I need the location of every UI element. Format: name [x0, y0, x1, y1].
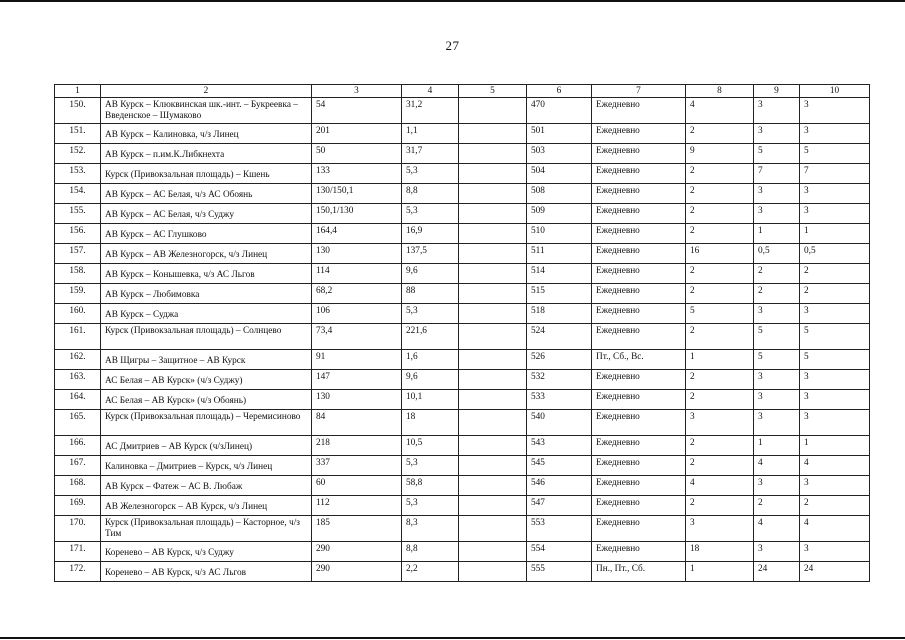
column-5-cell: [459, 436, 527, 456]
column-8-cell: 5: [686, 304, 754, 324]
table-row: [55, 562, 870, 582]
row-number-cell: 162.: [55, 350, 101, 370]
column-header: 9: [754, 85, 800, 98]
schedule-days-cell: Ежедневно: [592, 370, 686, 390]
route-name-cell: [101, 542, 312, 562]
column-4-cell: 10,1: [402, 390, 459, 410]
column-6-cell: 510: [527, 224, 592, 244]
column-4-cell: 18: [402, 410, 459, 436]
route-name-text: Калиновка – Дмитриев – Курск, ч/з Линец: [105, 462, 273, 473]
row-number-cell: 163.: [55, 370, 101, 390]
column-8-cell: 3: [686, 516, 754, 542]
column-8-cell: 2: [686, 436, 754, 456]
column-3-cell: 91: [312, 350, 402, 370]
column-3-cell: 133: [312, 164, 402, 184]
row-number-cell: 168.: [55, 476, 101, 496]
column-6-cell: 555: [527, 562, 592, 582]
schedule-days-cell: Пн., Пт., Сб.: [592, 562, 686, 582]
table-row: [55, 124, 870, 144]
route-name-text: АВ Курск – п.им.К.Либкнехта: [105, 150, 225, 161]
column-9-cell: 1: [754, 224, 800, 244]
row-number-cell: 170.: [55, 516, 101, 542]
schedule-days-cell: Ежедневно: [592, 244, 686, 264]
route-name-cell: [101, 350, 312, 370]
column-5-cell: [459, 496, 527, 516]
route-name-cell: [101, 204, 312, 224]
column-4-cell: 31,2: [402, 98, 459, 124]
schedule-days-cell: Ежедневно: [592, 144, 686, 164]
schedule-days-cell: Ежедневно: [592, 98, 686, 124]
column-10-cell: 3: [800, 542, 870, 562]
column-3-cell: 54: [312, 98, 402, 124]
route-name-text: АВ Курск – Клюквинская шк.-инт. – Букреевка – Введенское – Шумаково: [105, 100, 298, 121]
column-8-cell: 2: [686, 184, 754, 204]
schedule-days-cell: Ежедневно: [592, 304, 686, 324]
table-row: [55, 324, 870, 350]
column-5-cell: [459, 144, 527, 164]
column-5-cell: [459, 542, 527, 562]
column-4-cell: 8,3: [402, 516, 459, 542]
top-border-line: [0, 0, 905, 2]
column-4-cell: 5,3: [402, 304, 459, 324]
column-3-cell: 130: [312, 244, 402, 264]
table-header-row: [55, 85, 870, 98]
column-9-cell: 3: [754, 98, 800, 124]
route-name-text: АВ Курск – АС Белая, ч/з АС Обоянь: [105, 190, 253, 201]
schedule-days-cell: Ежедневно: [592, 476, 686, 496]
column-10-cell: 3: [800, 184, 870, 204]
route-name-cell: [101, 244, 312, 264]
route-name-text: АС Белая – АВ Курск» (ч/з Обоянь): [105, 396, 247, 407]
column-8-cell: 1: [686, 562, 754, 582]
column-9-cell: 3: [754, 184, 800, 204]
route-schedule-table: [54, 84, 870, 582]
column-10-cell: 5: [800, 144, 870, 164]
route-name-text: АВ Курск – Калиновка, ч/з Линец: [105, 130, 239, 141]
column-10-cell: 3: [800, 124, 870, 144]
table-row: [55, 476, 870, 496]
column-4-cell: 137,5: [402, 244, 459, 264]
route-name-text: Курск (Привокзальная площадь) – Касторное, ч/з Тим: [105, 518, 300, 539]
schedule-days-cell: Ежедневно: [592, 264, 686, 284]
route-name-text: АВ Щигры – Защитное – АВ Курск: [105, 356, 246, 367]
column-9-cell: 0,5: [754, 244, 800, 264]
column-6-cell: 543: [527, 436, 592, 456]
route-name-cell: [101, 224, 312, 244]
column-4-cell: 5,3: [402, 204, 459, 224]
column-5-cell: [459, 370, 527, 390]
route-name-text: АВ Курск – АС Белая, ч/з Суджу: [105, 210, 234, 221]
column-5-cell: [459, 476, 527, 496]
column-5-cell: [459, 324, 527, 350]
column-9-cell: 5: [754, 144, 800, 164]
row-number-cell: 154.: [55, 184, 101, 204]
column-3-cell: 218: [312, 436, 402, 456]
column-10-cell: 3: [800, 370, 870, 390]
schedule-days-cell: Ежедневно: [592, 184, 686, 204]
column-9-cell: 2: [754, 264, 800, 284]
column-6-cell: 524: [527, 324, 592, 350]
table-row: [55, 224, 870, 244]
column-5-cell: [459, 204, 527, 224]
row-number-cell: 153.: [55, 164, 101, 184]
table-row: [55, 410, 870, 436]
column-3-cell: 185: [312, 516, 402, 542]
column-8-cell: 2: [686, 124, 754, 144]
column-4-cell: 5,3: [402, 456, 459, 476]
row-number-cell: 159.: [55, 284, 101, 304]
column-8-cell: 2: [686, 164, 754, 184]
table-row: [55, 542, 870, 562]
column-8-cell: 2: [686, 204, 754, 224]
column-3-cell: 290: [312, 562, 402, 582]
column-6-cell: 553: [527, 516, 592, 542]
column-10-cell: 2: [800, 496, 870, 516]
table-row: [55, 390, 870, 410]
column-9-cell: 3: [754, 304, 800, 324]
column-5-cell: [459, 124, 527, 144]
column-6-cell: 508: [527, 184, 592, 204]
route-name-text: АВ Курск – Любимовка: [105, 290, 200, 301]
row-number-cell: 160.: [55, 304, 101, 324]
column-8-cell: 9: [686, 144, 754, 164]
column-4-cell: 9,6: [402, 370, 459, 390]
row-number-cell: 158.: [55, 264, 101, 284]
table-row: [55, 204, 870, 224]
column-8-cell: 1: [686, 350, 754, 370]
column-6-cell: 509: [527, 204, 592, 224]
column-3-cell: 337: [312, 456, 402, 476]
column-9-cell: 1: [754, 436, 800, 456]
column-8-cell: 2: [686, 390, 754, 410]
table-row: [55, 98, 870, 124]
column-4-cell: 1,1: [402, 124, 459, 144]
route-name-cell: [101, 496, 312, 516]
route-name-text: АВ Железногорск – АВ Курск, ч/з Линец: [105, 502, 268, 513]
column-header: 2: [101, 85, 312, 98]
column-4-cell: 8,8: [402, 542, 459, 562]
column-10-cell: 2: [800, 264, 870, 284]
column-6-cell: 515: [527, 284, 592, 304]
column-5-cell: [459, 562, 527, 582]
schedule-days-cell: Ежедневно: [592, 456, 686, 476]
column-header: 10: [800, 85, 870, 98]
column-8-cell: 3: [686, 410, 754, 436]
schedule-days-cell: Ежедневно: [592, 390, 686, 410]
column-6-cell: 518: [527, 304, 592, 324]
route-name-text: АВ Курск – АВ Железногорск, ч/з Линец: [105, 250, 268, 261]
route-name-cell: [101, 144, 312, 164]
route-name-cell: [101, 324, 312, 350]
column-3-cell: 68,2: [312, 284, 402, 304]
table-row: [55, 436, 870, 456]
column-6-cell: 547: [527, 496, 592, 516]
column-6-cell: 545: [527, 456, 592, 476]
route-name-cell: [101, 410, 312, 436]
column-6-cell: 554: [527, 542, 592, 562]
column-8-cell: 2: [686, 456, 754, 476]
column-5-cell: [459, 516, 527, 542]
column-6-cell: 470: [527, 98, 592, 124]
column-6-cell: 526: [527, 350, 592, 370]
row-number-cell: 156.: [55, 224, 101, 244]
table-row: [55, 244, 870, 264]
column-9-cell: 7: [754, 164, 800, 184]
column-4-cell: 5,3: [402, 164, 459, 184]
column-6-cell: 546: [527, 476, 592, 496]
column-5-cell: [459, 184, 527, 204]
route-name-text: АВ Курск – Фатеж – АС В. Любаж: [105, 482, 243, 493]
column-9-cell: 3: [754, 542, 800, 562]
column-3-cell: 290: [312, 542, 402, 562]
column-header: 6: [527, 85, 592, 98]
column-10-cell: 0,5: [800, 244, 870, 264]
column-6-cell: 503: [527, 144, 592, 164]
column-10-cell: 7: [800, 164, 870, 184]
column-header: 3: [312, 85, 402, 98]
schedule-days-cell: Ежедневно: [592, 436, 686, 456]
column-3-cell: 164,4: [312, 224, 402, 244]
column-8-cell: 2: [686, 284, 754, 304]
row-number-cell: 169.: [55, 496, 101, 516]
column-8-cell: 4: [686, 476, 754, 496]
column-4-cell: 1,6: [402, 350, 459, 370]
route-name-text: Курск (Привокзальная площадь) – Солнцево: [105, 326, 282, 337]
route-name-cell: [101, 562, 312, 582]
column-9-cell: 2: [754, 284, 800, 304]
route-name-cell: [101, 98, 312, 124]
route-name-cell: [101, 264, 312, 284]
column-5-cell: [459, 244, 527, 264]
column-5-cell: [459, 304, 527, 324]
column-9-cell: 3: [754, 410, 800, 436]
row-number-cell: 151.: [55, 124, 101, 144]
column-10-cell: 3: [800, 98, 870, 124]
column-4-cell: 88: [402, 284, 459, 304]
schedule-days-cell: Ежедневно: [592, 496, 686, 516]
column-4-cell: 8,8: [402, 184, 459, 204]
column-3-cell: 130/150,1: [312, 184, 402, 204]
route-name-cell: [101, 476, 312, 496]
route-name-cell: [101, 436, 312, 456]
bottom-border-line: [0, 637, 905, 639]
route-name-cell: [101, 456, 312, 476]
route-name-cell: [101, 390, 312, 410]
column-4-cell: 5,3: [402, 496, 459, 516]
column-3-cell: 50: [312, 144, 402, 164]
column-8-cell: 18: [686, 542, 754, 562]
column-3-cell: 130: [312, 390, 402, 410]
column-9-cell: 4: [754, 516, 800, 542]
schedule-days-cell: Ежедневно: [592, 124, 686, 144]
column-4-cell: 31,7: [402, 144, 459, 164]
table-row: [55, 304, 870, 324]
column-10-cell: 2: [800, 284, 870, 304]
column-9-cell: 2: [754, 496, 800, 516]
column-5-cell: [459, 98, 527, 124]
column-header: 7: [592, 85, 686, 98]
route-name-text: Коренево – АВ Курск, ч/з АС Льгов: [105, 568, 247, 579]
route-name-cell: [101, 164, 312, 184]
column-10-cell: 4: [800, 456, 870, 476]
schedule-days-cell: Пт., Сб., Вс.: [592, 350, 686, 370]
row-number-cell: 171.: [55, 542, 101, 562]
table-row: [55, 184, 870, 204]
column-8-cell: 2: [686, 370, 754, 390]
column-10-cell: 24: [800, 562, 870, 582]
column-4-cell: 16,9: [402, 224, 459, 244]
column-4-cell: 10,5: [402, 436, 459, 456]
column-9-cell: 24: [754, 562, 800, 582]
column-5-cell: [459, 264, 527, 284]
column-6-cell: 511: [527, 244, 592, 264]
column-9-cell: 3: [754, 124, 800, 144]
route-name-text: Коренево – АВ Курск, ч/з Суджу: [105, 548, 234, 559]
column-10-cell: 3: [800, 204, 870, 224]
column-9-cell: 4: [754, 456, 800, 476]
column-4-cell: 2,2: [402, 562, 459, 582]
column-10-cell: 1: [800, 436, 870, 456]
row-number-cell: 155.: [55, 204, 101, 224]
column-6-cell: 501: [527, 124, 592, 144]
column-9-cell: 3: [754, 204, 800, 224]
column-10-cell: 3: [800, 410, 870, 436]
schedule-days-cell: Ежедневно: [592, 516, 686, 542]
route-name-cell: [101, 516, 312, 542]
table-row: [55, 350, 870, 370]
column-5-cell: [459, 456, 527, 476]
column-9-cell: 5: [754, 324, 800, 350]
column-3-cell: 201: [312, 124, 402, 144]
column-5-cell: [459, 164, 527, 184]
route-name-text: АВ Курск – Конышевка, ч/з АС Льгов: [105, 270, 255, 281]
column-header: 1: [55, 85, 101, 98]
row-number-cell: 166.: [55, 436, 101, 456]
row-number-cell: 165.: [55, 410, 101, 436]
column-8-cell: 2: [686, 496, 754, 516]
column-10-cell: 3: [800, 390, 870, 410]
route-name-cell: [101, 184, 312, 204]
column-5-cell: [459, 284, 527, 304]
column-3-cell: 84: [312, 410, 402, 436]
column-8-cell: 2: [686, 264, 754, 284]
route-name-text: АС Белая – АВ Курск» (ч/з Суджу): [105, 376, 243, 387]
column-3-cell: 106: [312, 304, 402, 324]
column-3-cell: 150,1/130: [312, 204, 402, 224]
column-6-cell: 540: [527, 410, 592, 436]
row-number-cell: 161.: [55, 324, 101, 350]
column-4-cell: 9,6: [402, 264, 459, 284]
column-9-cell: 5: [754, 350, 800, 370]
column-10-cell: 3: [800, 476, 870, 496]
schedule-days-cell: Ежедневно: [592, 204, 686, 224]
column-10-cell: 3: [800, 304, 870, 324]
route-name-cell: [101, 370, 312, 390]
column-header: 4: [402, 85, 459, 98]
row-number-cell: 157.: [55, 244, 101, 264]
route-name-text: АВ Курск – Суджа: [105, 310, 179, 321]
table-row: [55, 516, 870, 542]
schedule-days-cell: Ежедневно: [592, 284, 686, 304]
column-header: 5: [459, 85, 527, 98]
column-6-cell: 504: [527, 164, 592, 184]
column-3-cell: 60: [312, 476, 402, 496]
column-5-cell: [459, 410, 527, 436]
route-name-text: Курск (Привокзальная площадь) – Черемисиново: [105, 412, 301, 423]
column-4-cell: 58,8: [402, 476, 459, 496]
column-3-cell: 73,4: [312, 324, 402, 350]
row-number-cell: 150.: [55, 98, 101, 124]
column-3-cell: 114: [312, 264, 402, 284]
column-10-cell: 1: [800, 224, 870, 244]
schedule-days-cell: Ежедневно: [592, 410, 686, 436]
column-3-cell: 112: [312, 496, 402, 516]
route-name-cell: [101, 304, 312, 324]
column-6-cell: 532: [527, 370, 592, 390]
table-row: [55, 164, 870, 184]
column-9-cell: 3: [754, 390, 800, 410]
row-number-cell: 167.: [55, 456, 101, 476]
table-body: [55, 98, 870, 582]
table-row: [55, 496, 870, 516]
column-10-cell: 4: [800, 516, 870, 542]
table-row: [55, 456, 870, 476]
table-row: [55, 370, 870, 390]
route-name-text: Курск (Привокзальная площадь) – Кшень: [105, 170, 270, 181]
page-number: 27: [445, 38, 460, 53]
route-name-cell: [101, 124, 312, 144]
route-name-text: АС Дмитриев – АВ Курск (ч/зЛинец): [105, 442, 253, 453]
schedule-days-cell: Ежедневно: [592, 164, 686, 184]
column-10-cell: 5: [800, 350, 870, 370]
column-6-cell: 533: [527, 390, 592, 410]
schedule-days-cell: Ежедневно: [592, 324, 686, 350]
row-number-cell: 164.: [55, 390, 101, 410]
table-row: [55, 284, 870, 304]
column-10-cell: 5: [800, 324, 870, 350]
column-6-cell: 514: [527, 264, 592, 284]
table-row: [55, 264, 870, 284]
column-5-cell: [459, 390, 527, 410]
row-number-cell: 172.: [55, 562, 101, 582]
schedule-days-cell: Ежедневно: [592, 542, 686, 562]
schedule-days-cell: Ежедневно: [592, 224, 686, 244]
table-row: [55, 144, 870, 164]
column-8-cell: 4: [686, 98, 754, 124]
row-number-cell: 152.: [55, 144, 101, 164]
route-name-cell: [101, 284, 312, 304]
column-header: 8: [686, 85, 754, 98]
route-name-text: АВ Курск – АС Глушково: [105, 230, 207, 241]
column-4-cell: 221,6: [402, 324, 459, 350]
column-5-cell: [459, 350, 527, 370]
column-8-cell: 2: [686, 324, 754, 350]
column-5-cell: [459, 224, 527, 244]
column-9-cell: 3: [754, 370, 800, 390]
column-9-cell: 3: [754, 476, 800, 496]
column-8-cell: 16: [686, 244, 754, 264]
column-8-cell: 2: [686, 224, 754, 244]
column-3-cell: 147: [312, 370, 402, 390]
